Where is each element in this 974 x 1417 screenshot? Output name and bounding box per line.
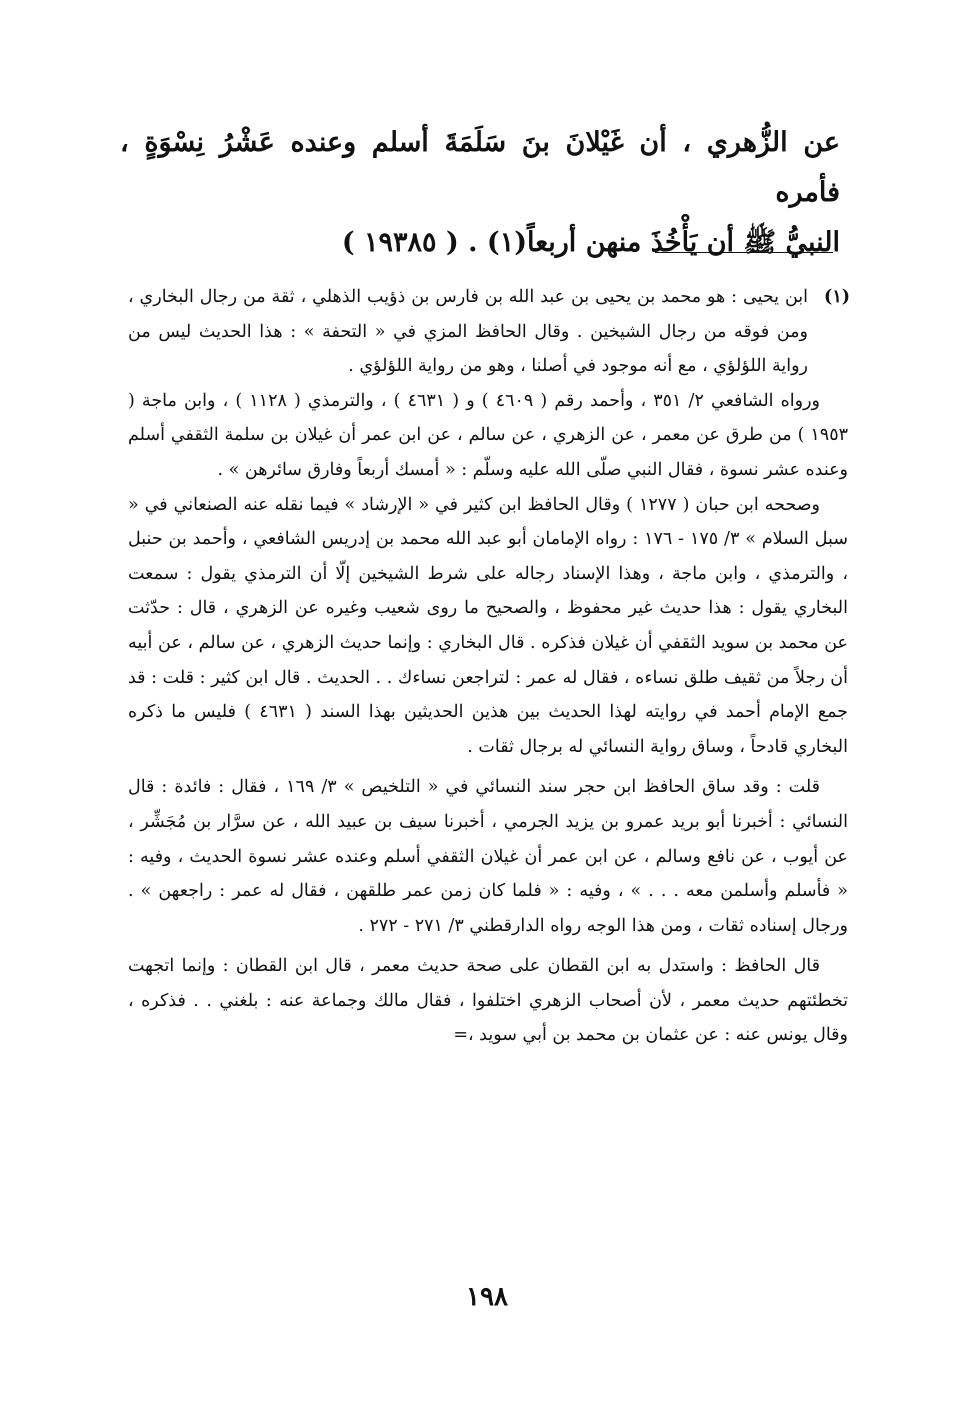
- footnote-divider: [655, 252, 833, 253]
- footnote-paragraph-1-text: ابن يحيى : هو محمد بن يحيى بن عبد الله بن فارس بن ذؤيب الذهلي ، ثقة من رجال البخاري ، ومن فوقه من رجال الشيخين . وقال الحافظ المزي في « التحفة » : هذا الحديث ليس من رواية اللؤلؤي ، مع أنه موجود في أصلنا ، وهو من رواية اللؤلؤي .: [128, 287, 808, 377]
- hadith-line-1: عن الزُّهري ، أن غَيْلانَ بنَ سَلَمَةَ أسلم وعنده عَشْرُ نِسْوَةٍ ، فأمره: [120, 127, 840, 208]
- page-number: ١٩٨: [466, 1282, 508, 1312]
- footnote-paragraph-3: وصححه ابن حبان ( ١٢٧٧ ) وقال الحافظ ابن كثير في « الإرشاد » فيما نقله عنه الصنعاني في « سبل السلام » ٣/ ١٧٥ - ١٧٦ : رواه الإمامان أبو عبد الله محمد بن إدريس الشافعي ، وأحمد بن حنبل ، والترمذي ، وابن ماجة ، وهذا الإسناد رجاله على شرط الشيخين إلّا أن الترمذي يقول : سمعت البخاري يقول : هذا حديث غير محفوظ ، والصحيح ما روى شعيب وغيره عن الزهري ، قال : حدّثت عن محمد بن سويد الثقفي أن غيلان فذكره . قال البخاري : وإنما حديث الزهري ، عن سالم ، عن أبيه أن رجلاً من ثقيف طلق نساءه ، فقال له عمر : لتراجعن نساءك . . الحديث . قال ابن كثير : قلت : قد جمع الإمام أحمد في روايته لهذا الحديث بين هذين الحديثين بهذا السند ( ٤٦٣١ ) فليس ما ذكره البخاري قادحاً ، وساق رواية النسائي له برجال ثقات .: [128, 494, 848, 757]
- footnote-marker: (١): [824, 287, 850, 307]
- hadith-text: [120, 118, 840, 268]
- footnotes-section: [128, 280, 848, 1053]
- footnote-paragraph-1: [128, 280, 848, 384]
- hadith-line-2: النبيُّ ﷺ أن يَأْخُذَ منهن أربعاً(١) . ( ١٩٣٨٥ ): [341, 227, 840, 258]
- footnote-paragraph-5: قال الحافظ : واستدل به ابن القطان على صحة حديث معمر ، قال ابن القطان : وإنما اتجهت تخطئتهم حديث معمر ، لأن أصحاب الزهري اختلفوا ، فقال مالك وجماعة عنه : بلغني . . فذكره ، وقال يونس عنه : عن عثمان بن محمد بن أبي سويد ،=: [128, 956, 848, 1046]
- footnote-paragraph-4: قلت : وقد ساق الحافظ ابن حجر سند النسائي في « التلخيص » ٣/ ١٦٩ ، فقال : فائدة : قال النسائي : أخبرنا أبو بريد عمرو بن يزيد الجرمي ، أخبرنا سيف بن عبيد الله ، عن سرَّار بن مُجَشِّر ، عن أيوب ، عن نافع وسالم ، عن ابن عمر أن غيلان الثقفي أسلم وعنده عشر نسوة الحديث ، وفيه : « فأسلم وأسلمن معه . . . » ، وفيه : « فلما كان زمن عمر طلقهن ، فقال له عمر : راجعهن » . ورجال إسناده ثقات ، ومن هذا الوجه رواه الدارقطني ٣/ ٢٧١ - ٢٧٢ .: [128, 777, 848, 936]
- footnote-paragraph-2: ورواه الشافعي ٢/ ٣٥١ ، وأحمد رقم ( ٤٦٠٩ ) و ( ٤٦٣١ ) ، والترمذي ( ١١٢٨ ) ، وابن ماجة ( ١٩٥٣ ) من طرق عن معمر ، عن الزهري ، عن سالم ، عن ابن عمر أن غيلان بن سلمة الثقفي أسلم وعنده عشر نسوة ، فقال النبي صلّى الله عليه وسلّم : « أمسك أربعاً وفارق سائرهن » .: [128, 390, 848, 480]
